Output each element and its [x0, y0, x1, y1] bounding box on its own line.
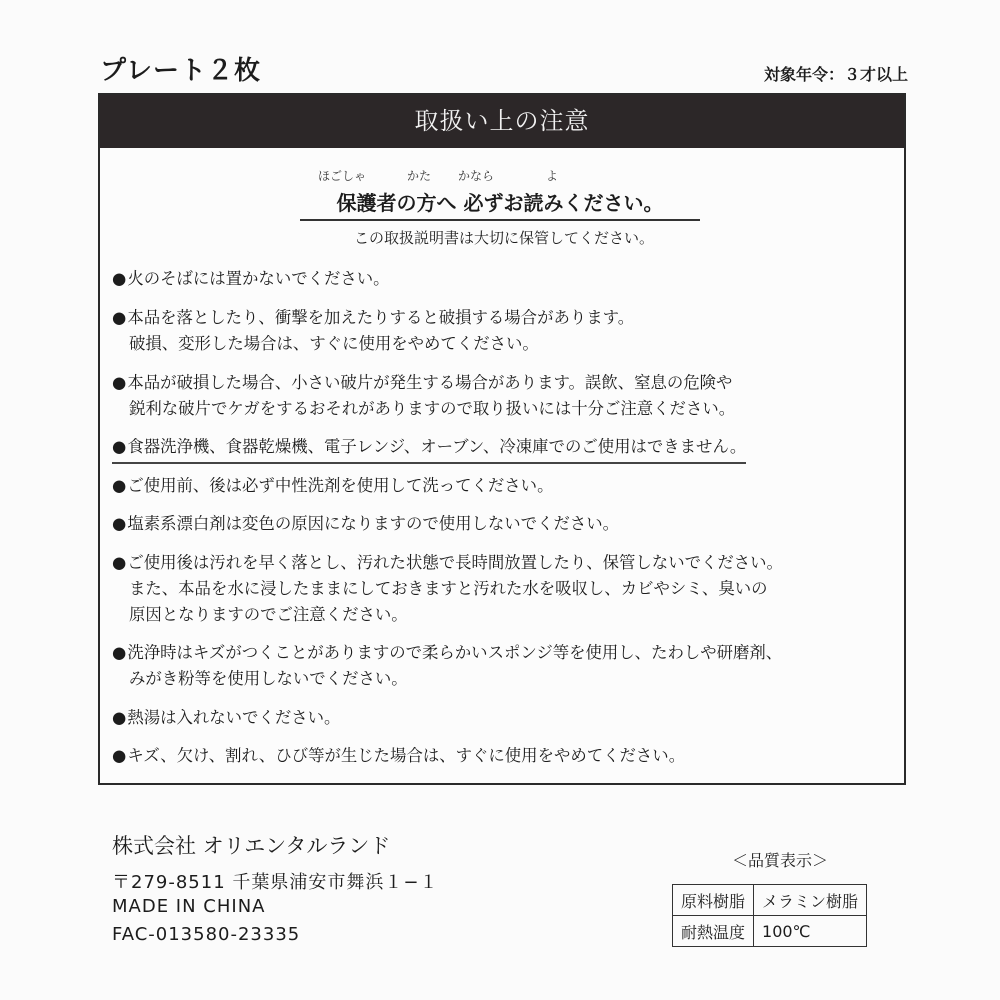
caution-item: ●本品が破損した場合、小さい破片が発生する場合があります。誤飲、窒息の危険や 鋭利な破片でケガをするおそれがありますので取り扱いには十分ご注意ください。 — [112, 373, 736, 418]
bullet-icon: ● — [112, 514, 127, 533]
bullet-icon: ● — [112, 643, 127, 662]
ruby-yo: よ — [546, 169, 559, 183]
company-address: 〒279-8511 千葉県浦安市舞浜１−１ — [112, 872, 439, 893]
quality-title: ＜品質表示＞ — [732, 851, 829, 870]
made-in: MADE IN CHINA — [112, 896, 266, 917]
age-target: 対象年令：３才以上 — [763, 65, 908, 84]
caution-item: ●キズ、欠け、割れ、ひび等が生じた場合は、すぐに使用をやめてください。 — [112, 746, 686, 765]
caution-item-emphasized: ●食器洗浄機、食器乾燥機、電子レンジ、オーブン、冷凍庫でのご使用はできません。 — [112, 434, 746, 464]
company-name: 株式会社 オリエンタルランド — [112, 834, 391, 858]
ruby-kanara: かなら — [458, 169, 495, 183]
quality-table — [672, 884, 867, 947]
ruby-hogosha: ほごしゃ — [318, 169, 367, 183]
caution-box — [98, 93, 906, 785]
bullet-icon: ● — [112, 308, 127, 327]
notice-subtitle: この取扱説明書は大切に保管してください。 — [353, 229, 654, 247]
fac-code: FAC-013580-23335 — [112, 924, 301, 945]
caution-item: ●洗浄時はキズがつくことがありますので柔らかいスポンジ等を使用し、たわしや研磨剤、 みがき粉等を使用しないでください。 — [112, 643, 783, 688]
caution-item: ●塩素系漂白剤は変色の原因になりますので使用しないでください。 — [112, 514, 620, 533]
quality-value: メラミン樹脂 — [754, 885, 867, 916]
caution-item: ●熱湯は入れないでください。 — [112, 708, 341, 727]
bullet-icon: ● — [112, 269, 127, 288]
quality-value: 100℃ — [754, 916, 867, 947]
bullet-icon: ● — [112, 708, 127, 727]
product-name: プレート２枚 — [100, 56, 261, 86]
caution-item: ●ご使用後は汚れを早く落とし、汚れた状態で長時間放置したり、保管しないでください。 また、本品を水に浸したままにしておきますと汚れた水を吸収し、カビやシミ、臭いの 原因となりますのでご注意ください。 — [112, 553, 783, 624]
quality-label: 原料樹脂 — [673, 885, 754, 916]
notice-title: 保護者の方へ 必ずお読みください。 — [300, 187, 700, 221]
bullet-icon: ● — [112, 476, 127, 495]
bullet-icon: ● — [112, 373, 127, 392]
caution-header: 取扱い上の注意 — [100, 95, 904, 148]
bullet-icon: ● — [112, 746, 127, 765]
caution-item: ●ご使用前、後は必ず中性洗剤を使用して洗ってください。 — [112, 476, 554, 495]
quality-label: 耐熱温度 — [673, 916, 754, 947]
caution-item: ●本品を落としたり、衝撃を加えたりすると破損する場合があります。 破損、変形した場合は、すぐに使用をやめてください。 — [112, 308, 635, 353]
caution-item: ●火のそばには置かないでください。 — [112, 269, 390, 288]
table-row — [673, 916, 867, 947]
ruby-kata: かた — [407, 169, 432, 183]
bullet-icon: ● — [112, 437, 127, 456]
table-row — [673, 885, 867, 916]
bullet-icon: ● — [112, 553, 127, 572]
